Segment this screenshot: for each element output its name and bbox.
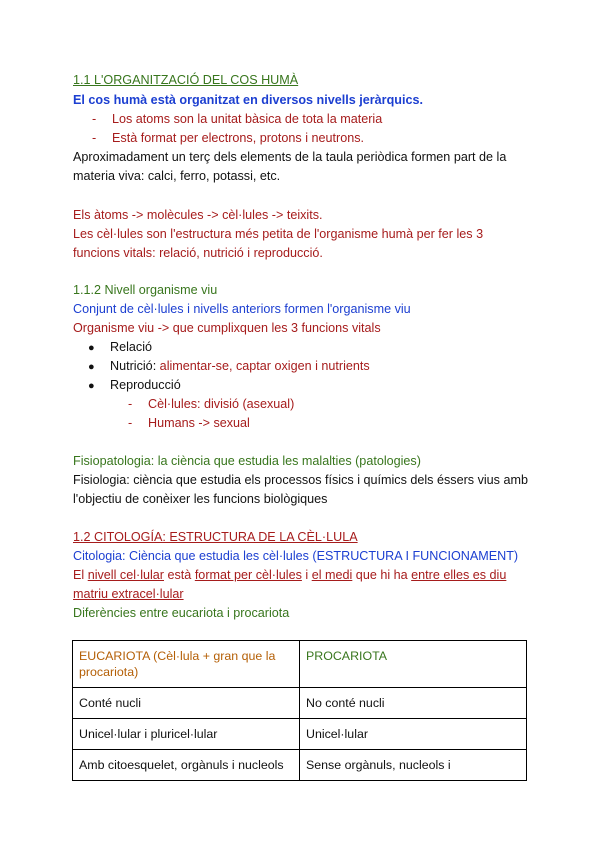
section-heading-1-1-2: 1.1.2 Nivell organisme viu — [73, 283, 218, 297]
bullet-dot-icon: ● — [88, 342, 95, 354]
hierarchy-chain: Els àtoms -> molècules -> cèl·lules -> teixits. — [73, 208, 323, 222]
table-cell: Amb citoesquelet, orgànuls i nucleols — [73, 750, 300, 781]
paragraph-elements-line2: materia viva: calci, ferro, potassi, etc. — [73, 169, 281, 183]
dash-bullet-icon: - — [92, 112, 97, 126]
organism-line2: Organisme viu -> que cumplixquen les 3 funcions vitals — [73, 321, 381, 335]
fisiologia-line1: Fisiologia: ciència que estudia els processos físics i químics dels éssers vius amb — [73, 473, 528, 487]
nivell-cellular-line1: El nivell cel·lular està format per cèl·lules i el medi que hi ha entre elles es diu — [73, 568, 507, 582]
table-cell: Sense orgànuls, nucleols i — [300, 750, 527, 781]
section-heading-1-2: 1.2 CITOLOGÍA: ESTRUCTURA DE LA CÈL·LULA — [73, 530, 358, 544]
table-cell: Conté nucli — [73, 688, 300, 719]
table-cell: Unicel·lular — [300, 719, 527, 750]
dash-bullet-icon: - — [128, 397, 133, 411]
intro-line: El cos humà està organitzat en diversos nivells jeràrquics. — [73, 93, 423, 107]
organism-line1: Conjunt de cèl·lules i nivells anteriors formen l'organisme viu — [73, 302, 411, 316]
bullet-dot-icon: ● — [88, 380, 95, 392]
section-heading-1-1: 1.1 L'ORGANITZACIÓ DEL COS HUMÀ — [73, 73, 299, 87]
list-item: ● Relació — [88, 340, 152, 354]
citologia-definition: Citologia: Ciència que estudia les cèl·lules (ESTRUCTURA I FUNCIONAMENT) — [73, 549, 519, 563]
dash-bullet-icon: - — [92, 131, 97, 145]
paragraph-elements-line1: Aproximadament un terç dels elements de la taula periòdica formen part de la — [73, 150, 507, 164]
fisiologia-line2: l'objectiu de conèixer les funcions biològiques — [73, 492, 328, 506]
sub-list-item: - Cèl·lules: divisió (asexual) — [128, 397, 295, 411]
dash-item: - Los atoms son la unitat bàsica de tota la materia — [92, 112, 383, 126]
table-cell: No conté nucli — [300, 688, 527, 719]
sub-list-item: - Humans -> sexual — [128, 416, 250, 430]
list-item: ● Reproducció — [88, 378, 181, 392]
table-header-row — [73, 641, 527, 688]
table-row — [73, 750, 527, 781]
diferencies-heading: Diferències entre eucariota i procariota — [73, 606, 290, 620]
nivell-cellular-line2: matriu extracel·lular — [73, 587, 184, 601]
comparison-table — [72, 640, 527, 781]
list-item: ● Nutrició: alimentar-se, captar oxigen i nutrients — [88, 359, 370, 373]
fisiopatologia-line: Fisiopatologia: la ciència que estudia les malalties (patologies) — [73, 454, 421, 468]
bullet-dot-icon: ● — [88, 361, 95, 373]
cells-paragraph-line2: funcions vitals: relació, nutrició i reproducció. — [73, 246, 323, 260]
table-row — [73, 719, 527, 750]
header-eucariota: EUCARIOTA (Cèl·lula + gran que la procariota) — [73, 641, 300, 688]
dash-item: - Està format per electrons, protons i neutrons. — [92, 131, 364, 145]
table-row — [73, 688, 527, 719]
cells-paragraph-line1: Les cèl·lules son l'estructura més petita de l'organisme humà per fer les 3 — [73, 227, 484, 241]
header-procariota: PROCARIOTA — [300, 641, 527, 688]
dash-bullet-icon: - — [128, 416, 133, 430]
table-cell: Unicel·lular i pluricel·lular — [73, 719, 300, 750]
